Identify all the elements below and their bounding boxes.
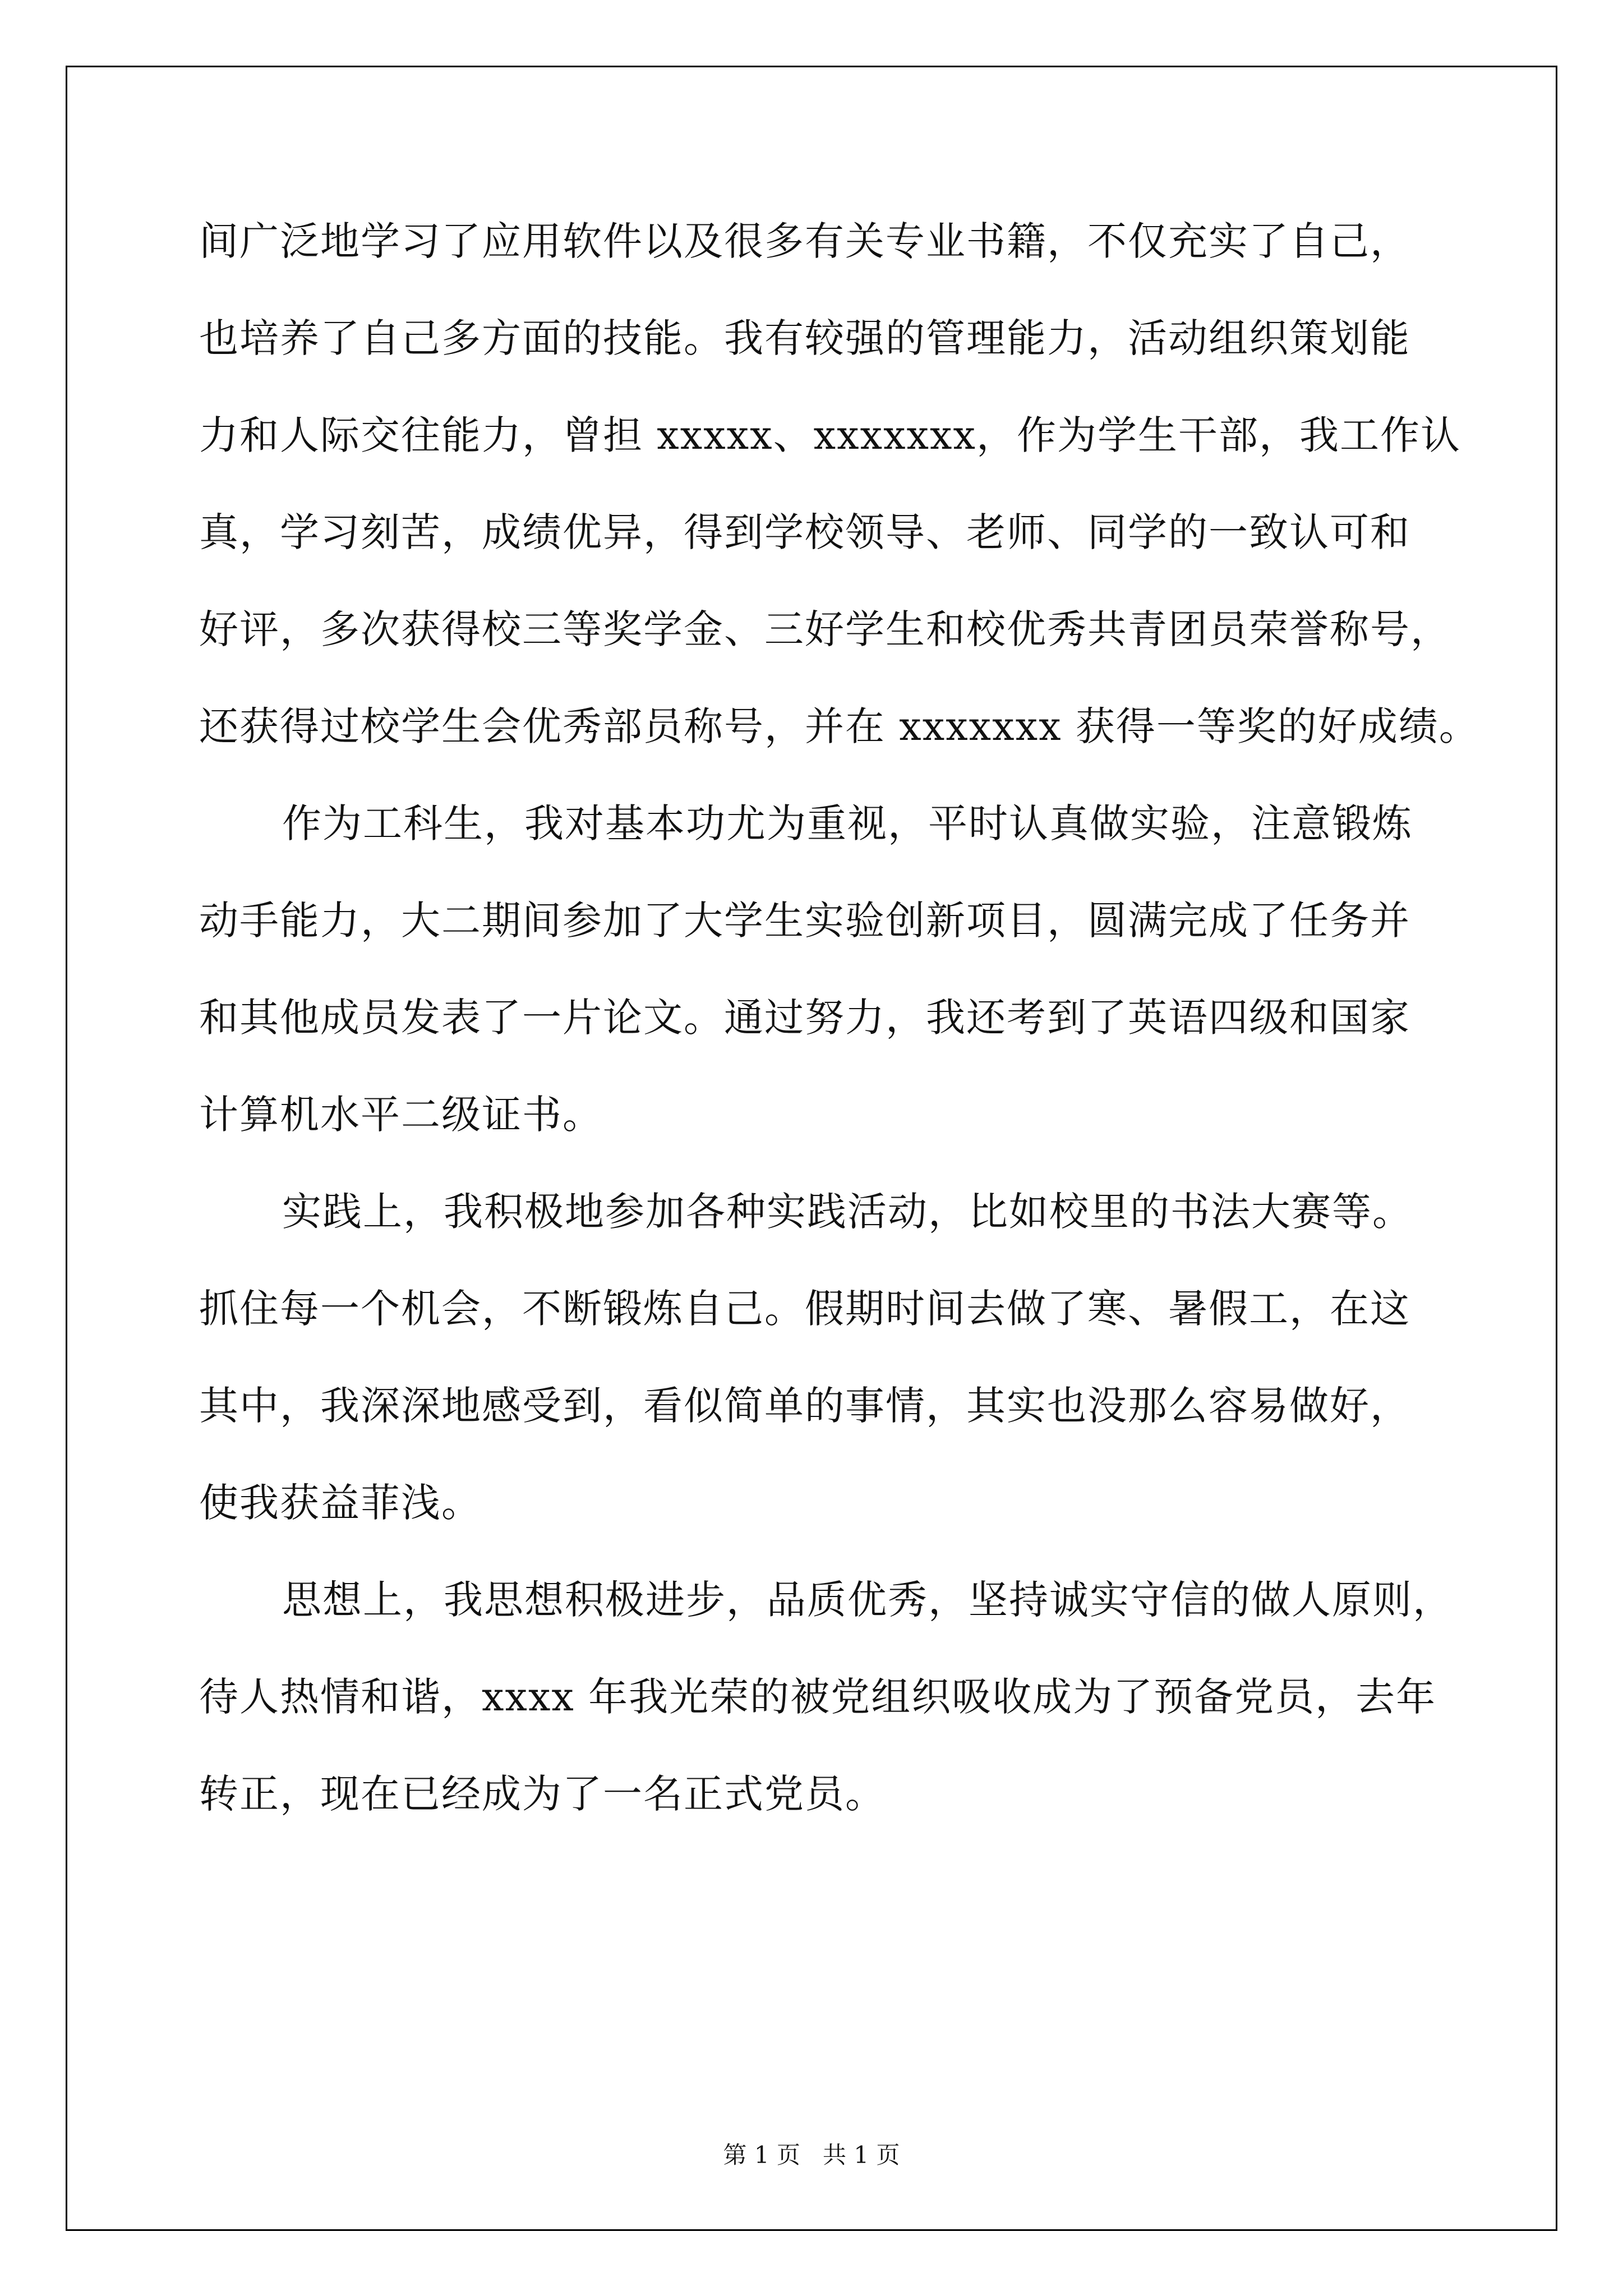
text-line: 转正，现在已经成为了一名正式党员。 [199, 1771, 886, 1817]
text-line: 真，学习刻苦，成绩优异，得到学校领导、老师、同学的一致认可和 [199, 509, 1410, 555]
text-line: 计算机水平二级证书。 [199, 1092, 603, 1138]
page-footer: 第 1 页 共 1 页 [723, 2141, 900, 2169]
text-line: 好评，多次获得校三等奖学金、三好学生和校优秀共青团员荣誉称号， [199, 606, 1451, 652]
text-line: 使我获益菲浅。 [199, 1480, 482, 1526]
text-line: 也培养了自己多方面的技能。我有较强的管理能力，活动组织策划能 [199, 315, 1410, 361]
text-line: 作为工科生，我对基本功尤为重视，平时认真做实验，注意锻炼 [282, 800, 1413, 846]
text-line: 实践上，我积极地参加各种实践活动，比如校里的书法大赛等。 [282, 1189, 1413, 1235]
text-line: 待人热情和谐，xxxx 年我光荣的被党组织吸收成为了预备党员，去年 [199, 1674, 1437, 1720]
text-line: 力和人际交往能力，曾担 xxxxx、xxxxxxx，作为学生干部，我工作认 [199, 412, 1461, 458]
document-body [199, 218, 1479, 1817]
text-line: 动手能力，大二期间参加了大学生实验创新项目，圆满完成了任务并 [199, 898, 1410, 944]
text-line: 其中，我深深地感受到，看似简单的事情，其实也没那么容易做好， [199, 1383, 1410, 1429]
text-line: 间广泛地学习了应用软件以及很多有关专业书籍，不仅充实了自己， [199, 218, 1410, 264]
text-line: 还获得过校学生会优秀部员称号，并在 xxxxxxx 获得一等奖的好成绩。 [199, 703, 1479, 749]
text-line: 和其他成员发表了一片论文。通过努力，我还考到了英语四级和国家 [199, 995, 1410, 1041]
text-line: 思想上，我思想积极进步，品质优秀，坚持诚实守信的做人原则， [282, 1577, 1453, 1623]
text-line: 抓住每一个机会，不断锻炼自己。假期时间去做了寒、暑假工，在这 [199, 1286, 1410, 1332]
